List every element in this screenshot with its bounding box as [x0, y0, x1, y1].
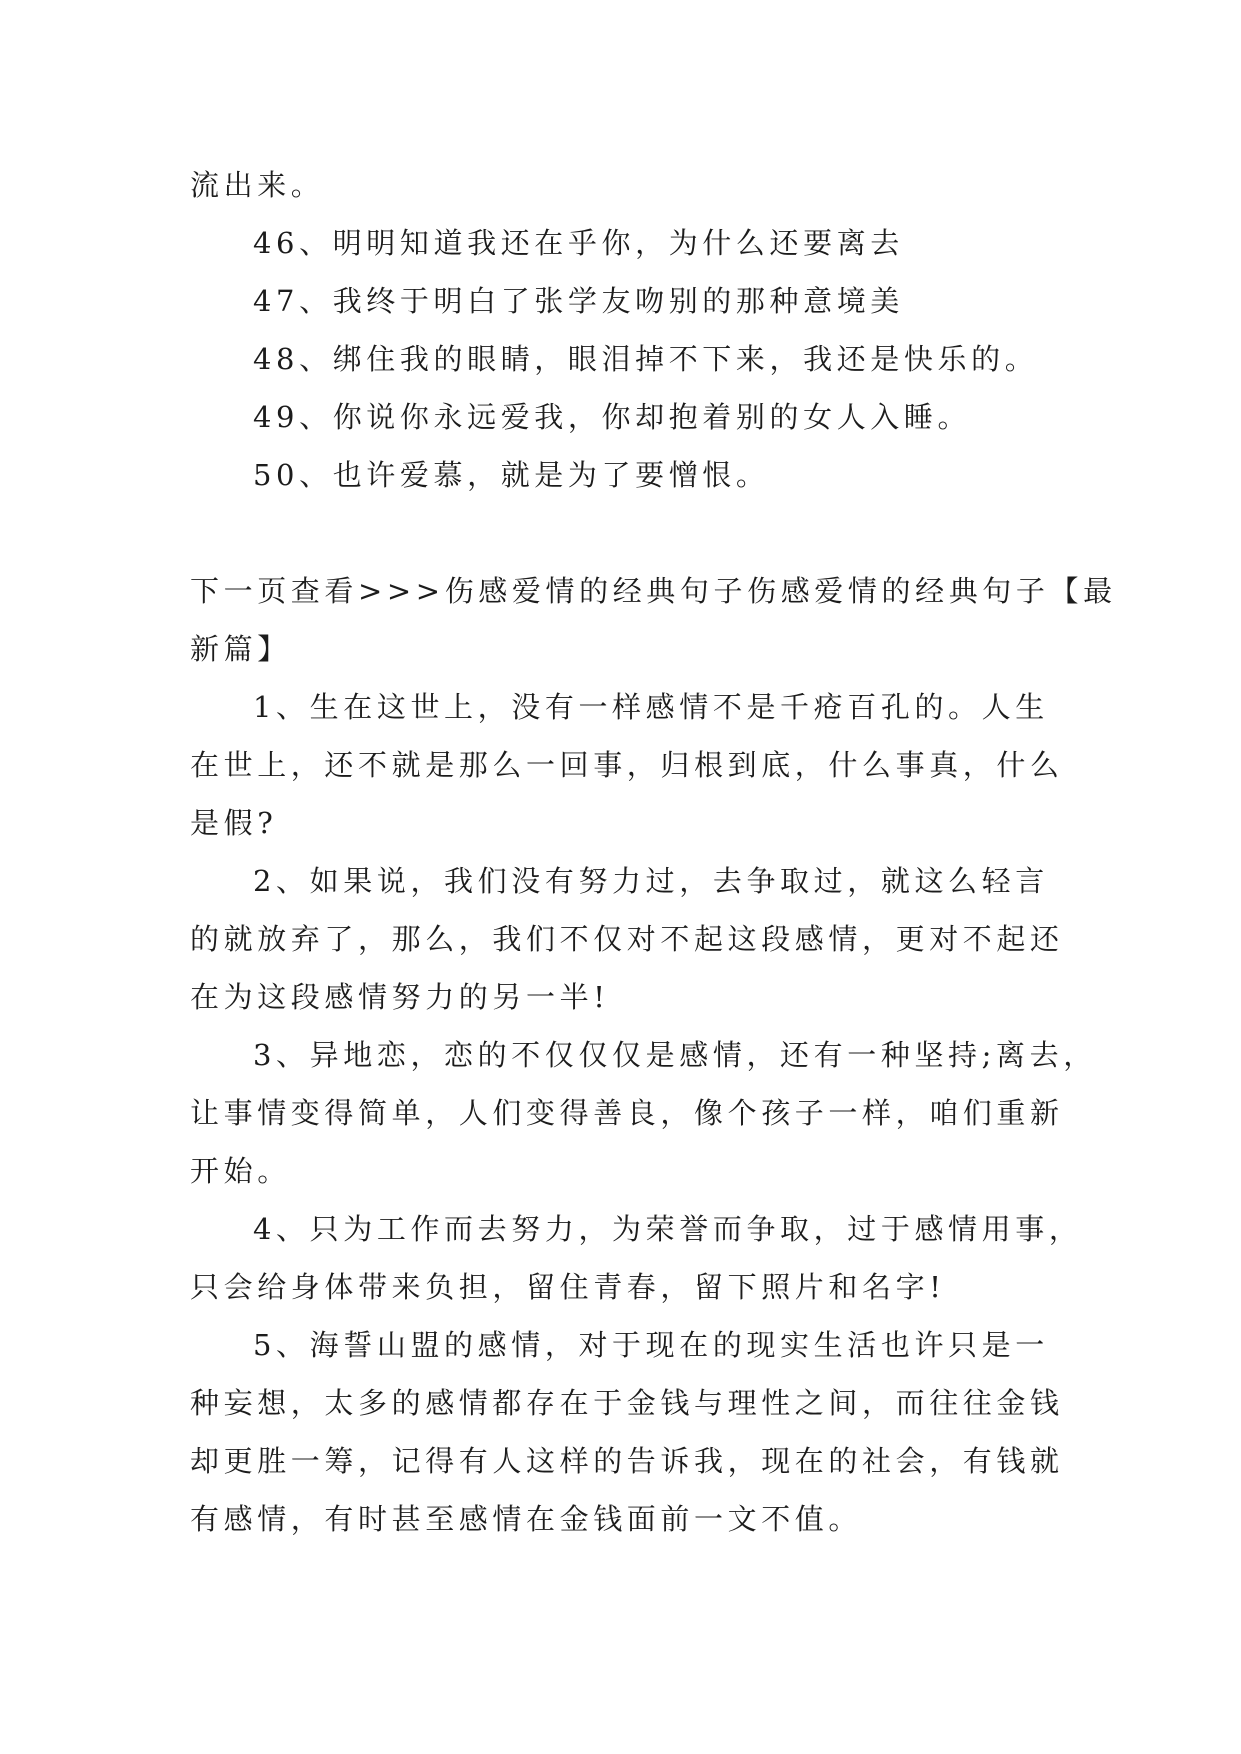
- list-item-49: 49、你说你永远爱我，你却抱着别的女人入睡。: [253, 400, 972, 434]
- paragraph-5-line: 5、海誓山盟的感情，对于现在的现实生活也许只是一: [253, 1328, 1049, 1362]
- paragraph-3-line: 3、异地恋，恋的不仅仅仅是感情，还有一种坚持;离去，: [253, 1038, 1097, 1072]
- paragraph-1-line: 1、生在这世上，没有一样感情不是千疮百孔的。人生: [253, 690, 1049, 724]
- list-item-47: 47、我终于明白了张学友吻别的那种意境美: [253, 284, 904, 318]
- paragraph-2-line: 在为这段感情努力的另一半!: [190, 980, 610, 1014]
- list-item-48: 48、绑住我的眼睛，眼泪掉不下来，我还是快乐的。: [253, 342, 1039, 376]
- paragraph-2-line: 的就放弃了，那么，我们不仅对不起这段感情，更对不起还: [190, 922, 1064, 956]
- paragraph-2-line: 2、如果说，我们没有努力过，去争取过，就这么轻言: [253, 864, 1049, 898]
- paragraph-3-line: 让事情变得简单，人们变得善良，像个孩子一样，咱们重新: [190, 1096, 1064, 1130]
- list-item-46: 46、明明知道我还在乎你，为什么还要离去: [253, 226, 904, 260]
- paragraph-3-line: 开始。: [190, 1154, 291, 1188]
- paragraph-1-line: 在世上，还不就是那么一回事，归根到底，什么事真，什么: [190, 748, 1064, 782]
- paragraph-5-line: 种妄想，太多的感情都存在于金钱与理性之间，而往往金钱: [190, 1386, 1064, 1420]
- paragraph-4-line: 4、只为工作而去努力，为荣誉而争取，过于感情用事，: [253, 1212, 1083, 1246]
- paragraph-5-line: 却更胜一筹，记得有人这样的告诉我，现在的社会，有钱就: [190, 1444, 1064, 1478]
- list-item-50: 50、也许爱慕，就是为了要憎恨。: [253, 458, 770, 492]
- paragraph-5-line: 有感情，有时甚至感情在金钱面前一文不值。: [190, 1502, 863, 1536]
- paragraph-4-line: 只会给身体带来负担，留住青春，留下照片和名字!: [190, 1270, 946, 1304]
- text-line: 流出来。: [190, 168, 325, 202]
- next-page-link-text: 下一页查看>>>伤感爱情的经典句子伤感爱情的经典句子【最: [190, 574, 1117, 608]
- next-page-link-text: 新篇】: [190, 632, 291, 666]
- paragraph-1-line: 是假?: [190, 806, 278, 840]
